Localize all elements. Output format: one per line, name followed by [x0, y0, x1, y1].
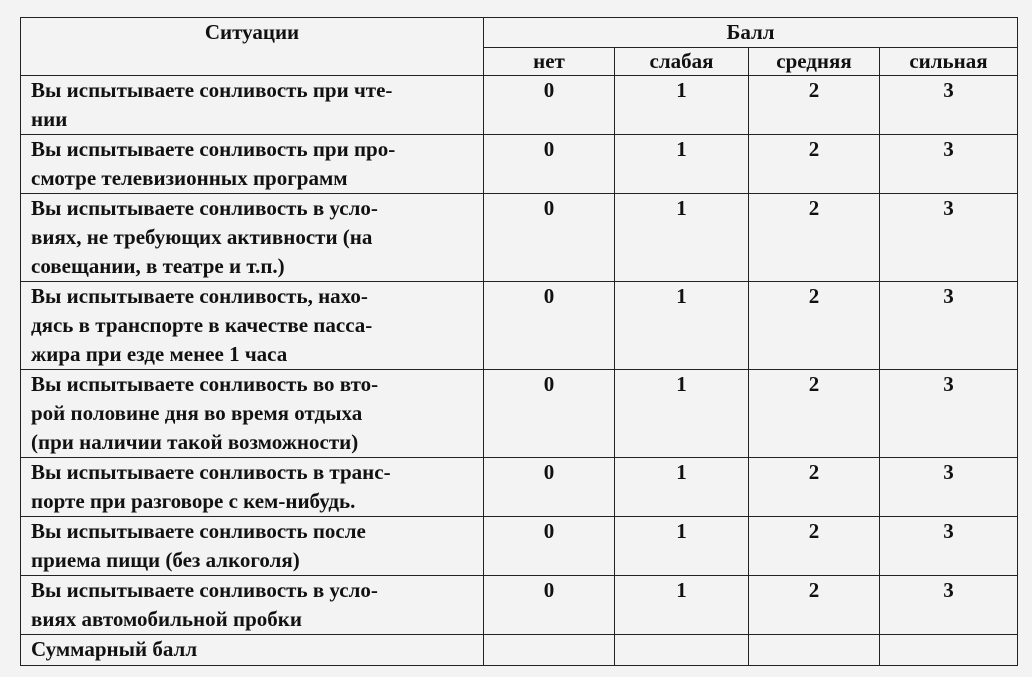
situation-text-line: виях автомобильной пробки [31, 607, 302, 631]
situation-cell [21, 370, 484, 458]
score-cell-strong: 3 [880, 135, 1018, 194]
header-score: Балл [484, 18, 1018, 48]
total-cell-none [484, 635, 615, 666]
table-row [21, 135, 1018, 194]
situation-text-line: Вы испытываете сонливость, нахо- [31, 284, 368, 308]
situation-text-line: (при наличии такой возможности) [31, 430, 359, 454]
situation-text-line: приема пищи (без алкоголя) [31, 548, 300, 572]
score-cell-strong: 3 [880, 194, 1018, 282]
score-cell-weak: 1 [615, 76, 749, 135]
header-level-weak: слабая [615, 48, 749, 76]
score-cell-medium: 2 [749, 576, 880, 635]
score-cell-weak: 1 [615, 282, 749, 370]
situation-text-line: Вы испытываете сонливость при про- [31, 137, 396, 161]
score-cell-none: 0 [484, 76, 615, 135]
situation-text-line: Вы испытываете сонливость в транс- [31, 460, 391, 484]
score-cell-weak: 1 [615, 458, 749, 517]
situation-text-line: совещании, в театре и т.п.) [31, 254, 285, 278]
situation-cell [21, 517, 484, 576]
total-cell-strong [880, 635, 1018, 666]
score-cell-none: 0 [484, 370, 615, 458]
total-row [21, 635, 1018, 666]
situation-text-line: смотре телевизионных программ [31, 166, 348, 190]
score-cell-medium: 2 [749, 458, 880, 517]
score-cell-none: 0 [484, 194, 615, 282]
score-cell-medium: 2 [749, 370, 880, 458]
score-cell-weak: 1 [615, 135, 749, 194]
score-cell-strong: 3 [880, 282, 1018, 370]
table-row [21, 576, 1018, 635]
table-row [21, 194, 1018, 282]
score-cell-none: 0 [484, 576, 615, 635]
table-row [21, 370, 1018, 458]
score-cell-strong: 3 [880, 576, 1018, 635]
header-level-strong: сильная [880, 48, 1018, 76]
score-cell-medium: 2 [749, 135, 880, 194]
document-page [20, 17, 1018, 666]
situation-text-line: нии [31, 107, 68, 131]
score-cell-strong: 3 [880, 517, 1018, 576]
total-cell-medium [749, 635, 880, 666]
header-row [21, 18, 1018, 48]
table-row [21, 517, 1018, 576]
header-level-none: нет [484, 48, 615, 76]
situation-text-line: рой половине дня во время отдыха [31, 401, 363, 425]
score-cell-none: 0 [484, 135, 615, 194]
situation-text-line: дясь в транспорте в качестве пасса- [31, 313, 373, 337]
header-situations: Ситуации [21, 18, 484, 76]
situation-text-line: Вы испытываете сонливость при чте- [31, 78, 393, 102]
score-cell-weak: 1 [615, 370, 749, 458]
score-cell-none: 0 [484, 282, 615, 370]
situation-text-line: виях, не требующих активности (на [31, 225, 373, 249]
score-cell-medium: 2 [749, 517, 880, 576]
score-cell-medium: 2 [749, 76, 880, 135]
sleepiness-score-table [20, 17, 1018, 666]
score-cell-strong: 3 [880, 458, 1018, 517]
score-cell-none: 0 [484, 517, 615, 576]
situation-cell [21, 282, 484, 370]
situation-text-line: жира при езде менее 1 часа [31, 342, 288, 366]
situation-cell [21, 194, 484, 282]
score-cell-medium: 2 [749, 194, 880, 282]
table-row [21, 282, 1018, 370]
table-row [21, 76, 1018, 135]
score-cell-weak: 1 [615, 517, 749, 576]
situation-text-line: порте при разговоре с кем-нибудь. [31, 489, 356, 513]
situation-text-line: Вы испытываете сонливость в усло- [31, 196, 378, 220]
score-cell-strong: 3 [880, 76, 1018, 135]
situation-cell [21, 76, 484, 135]
situation-cell [21, 135, 484, 194]
score-cell-none: 0 [484, 458, 615, 517]
situation-text-line: Вы испытываете сонливость в усло- [31, 578, 378, 602]
header-level-medium: средняя [749, 48, 880, 76]
situation-text-line: Вы испытываете сонливость во вто- [31, 372, 379, 396]
situation-cell [21, 458, 484, 517]
total-label: Суммарный балл [21, 635, 484, 666]
score-cell-weak: 1 [615, 194, 749, 282]
score-cell-strong: 3 [880, 370, 1018, 458]
score-cell-weak: 1 [615, 576, 749, 635]
score-cell-medium: 2 [749, 282, 880, 370]
table-row [21, 458, 1018, 517]
total-cell-weak [615, 635, 749, 666]
situation-text-line: Вы испытываете сонливость после [31, 519, 366, 543]
situation-cell [21, 576, 484, 635]
